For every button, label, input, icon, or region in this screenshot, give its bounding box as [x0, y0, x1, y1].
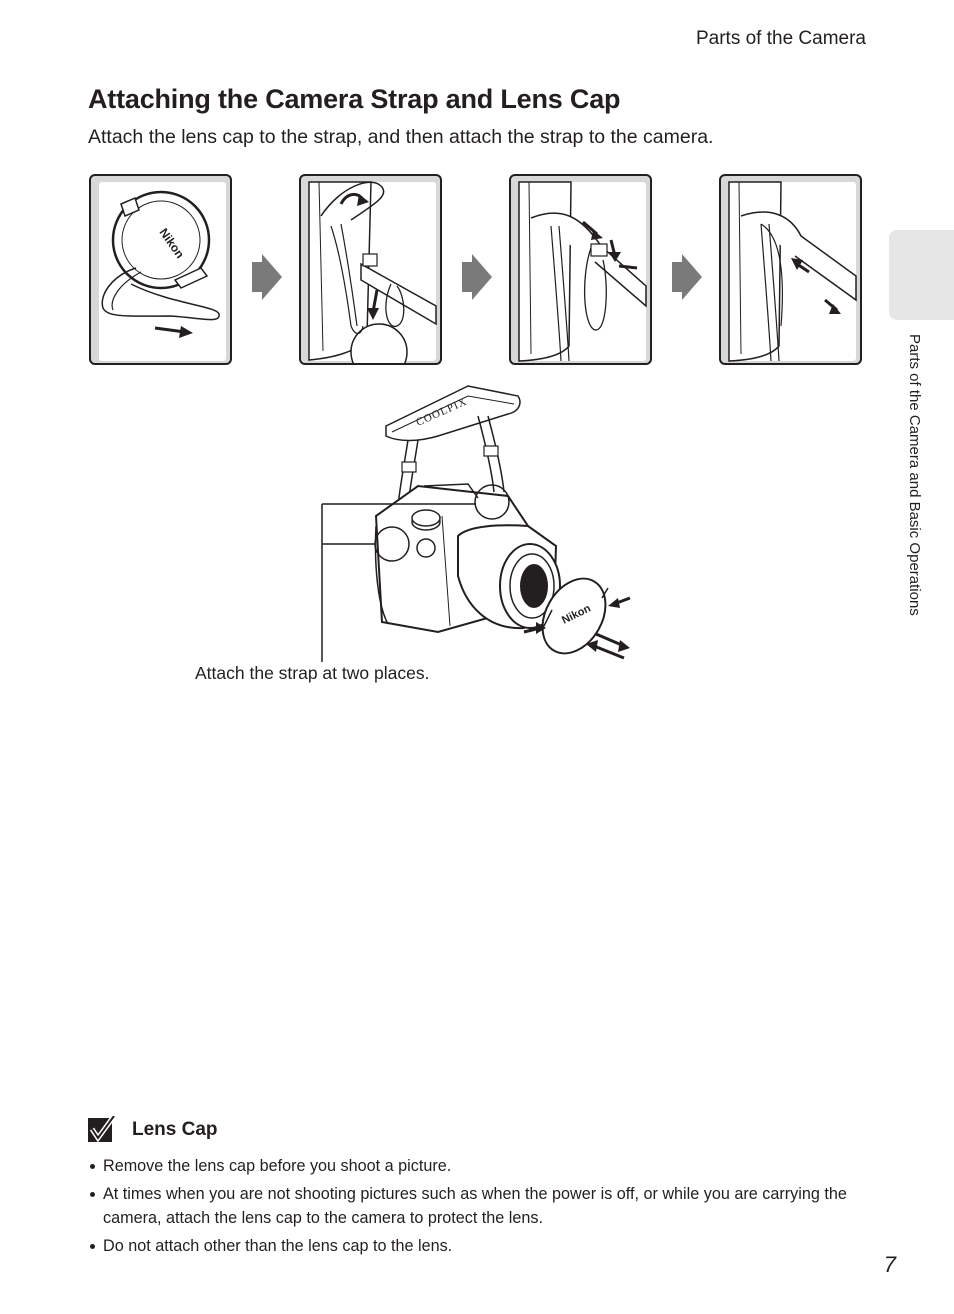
step-1-panel	[89, 174, 232, 365]
step-arrow-3	[672, 254, 702, 305]
callout-label: Attach the strap at two places.	[195, 663, 430, 683]
note-title: Lens Cap	[132, 1119, 218, 1140]
intro-text: Attach the lens cap to the strap, and then attach the strap to the camera.	[88, 126, 714, 148]
step-4-panel	[719, 174, 862, 365]
page-number: 7	[883, 1252, 896, 1277]
strap-logo: COOLPIX	[414, 395, 470, 429]
step-arrow-1	[252, 254, 282, 305]
header-section-title: Parts of the Camera	[695, 28, 866, 49]
note-heading	[88, 1116, 218, 1144]
check-icon	[88, 1116, 118, 1144]
cap-logo: Nikon	[560, 602, 593, 627]
note-item: Remove the lens cap before you shoot a picture.	[88, 1154, 848, 1178]
side-tab-label: Parts of the Camera and Basic Operations	[906, 334, 923, 616]
step-3-panel	[509, 174, 652, 365]
step-1-cap-logo: Nikon	[156, 225, 188, 262]
note-item: Do not attach other than the lens cap to the lens.	[88, 1234, 848, 1258]
step-arrow-2	[462, 254, 492, 305]
note-list	[88, 1154, 848, 1262]
side-tab	[889, 230, 954, 320]
page-title: Attaching the Camera Strap and Lens Cap	[88, 84, 621, 114]
note-item: At times when you are not shooting pictures such as when the power is off, or while you are carrying the camera, attach the lens cap to the camera to protect the lens.	[88, 1182, 848, 1230]
camera-strap-illustration	[318, 376, 648, 666]
step-2-panel	[299, 174, 442, 365]
